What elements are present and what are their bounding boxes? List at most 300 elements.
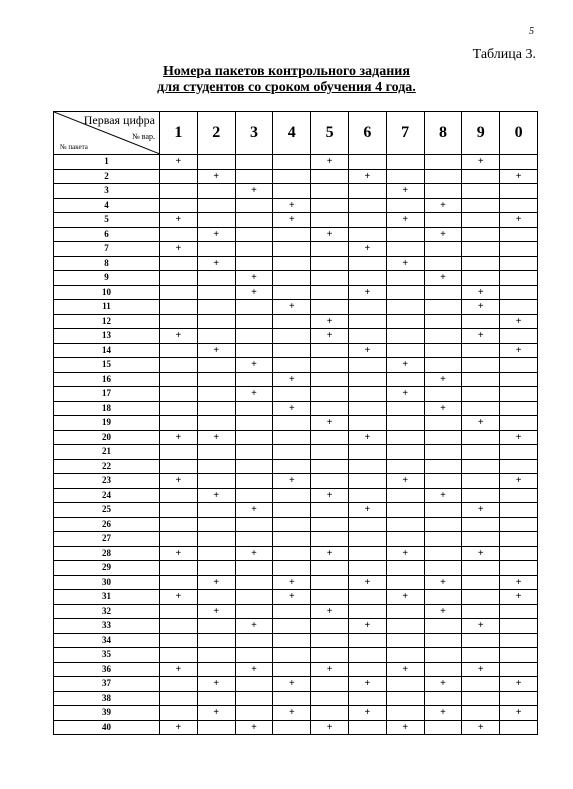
package-number-cell: 18 — [54, 401, 160, 416]
empty-cell — [500, 691, 538, 706]
empty-cell — [160, 604, 198, 619]
empty-cell — [348, 401, 386, 416]
empty-cell — [197, 445, 235, 460]
empty-cell — [273, 459, 311, 474]
package-number-cell: 24 — [54, 488, 160, 503]
empty-cell — [311, 561, 349, 576]
empty-cell — [500, 633, 538, 648]
empty-cell — [197, 590, 235, 605]
empty-cell — [348, 561, 386, 576]
plus-mark-cell: + — [462, 662, 500, 677]
empty-cell — [386, 169, 424, 184]
plus-mark-cell: + — [311, 416, 349, 431]
empty-cell — [462, 242, 500, 257]
empty-cell — [273, 387, 311, 402]
empty-cell — [160, 198, 198, 213]
package-number-cell: 2 — [54, 169, 160, 184]
table-caption: Таблица 3. — [472, 47, 536, 62]
table-row — [54, 155, 538, 170]
plus-mark-cell: + — [462, 285, 500, 300]
plus-mark-cell: + — [386, 387, 424, 402]
package-number-cell: 33 — [54, 619, 160, 634]
empty-cell — [197, 314, 235, 329]
empty-cell — [160, 358, 198, 373]
empty-cell — [273, 430, 311, 445]
plus-mark-cell: + — [500, 169, 538, 184]
table-row — [54, 343, 538, 358]
empty-cell — [348, 184, 386, 199]
table-row — [54, 517, 538, 532]
empty-cell — [500, 561, 538, 576]
empty-cell — [235, 169, 273, 184]
empty-cell — [235, 256, 273, 271]
empty-cell — [386, 706, 424, 721]
empty-cell — [160, 575, 198, 590]
empty-cell — [273, 546, 311, 561]
empty-cell — [197, 546, 235, 561]
empty-cell — [160, 227, 198, 242]
package-number-cell: 20 — [54, 430, 160, 445]
empty-cell — [311, 256, 349, 271]
empty-cell — [348, 691, 386, 706]
empty-cell — [386, 155, 424, 170]
empty-cell — [462, 590, 500, 605]
empty-cell — [462, 430, 500, 445]
empty-cell — [500, 242, 538, 257]
empty-cell — [235, 633, 273, 648]
table-row — [54, 720, 538, 735]
table-row — [54, 575, 538, 590]
plus-mark-cell: + — [311, 604, 349, 619]
empty-cell — [424, 720, 462, 735]
plus-mark-cell: + — [311, 546, 349, 561]
empty-cell — [235, 372, 273, 387]
plus-mark-cell: + — [462, 720, 500, 735]
empty-cell — [273, 561, 311, 576]
plus-mark-cell: + — [386, 590, 424, 605]
empty-cell — [500, 401, 538, 416]
plus-mark-cell: + — [235, 720, 273, 735]
empty-cell — [311, 648, 349, 663]
empty-cell — [160, 648, 198, 663]
empty-cell — [197, 184, 235, 199]
empty-cell — [500, 488, 538, 503]
column-header: 2 — [197, 112, 235, 155]
column-header: 0 — [500, 112, 538, 155]
empty-cell — [160, 691, 198, 706]
empty-cell — [273, 314, 311, 329]
empty-cell — [462, 401, 500, 416]
empty-cell — [273, 285, 311, 300]
empty-cell — [424, 532, 462, 547]
plus-mark-cell: + — [386, 184, 424, 199]
empty-cell — [311, 691, 349, 706]
plus-mark-cell: + — [462, 416, 500, 431]
table-row — [54, 648, 538, 663]
empty-cell — [273, 227, 311, 242]
package-number-cell: 30 — [54, 575, 160, 590]
empty-cell — [386, 677, 424, 692]
empty-cell — [160, 488, 198, 503]
plus-mark-cell: + — [462, 155, 500, 170]
plus-mark-cell: + — [348, 285, 386, 300]
package-label: № пакета — [60, 143, 88, 151]
empty-cell — [348, 474, 386, 489]
empty-cell — [424, 662, 462, 677]
empty-cell — [160, 459, 198, 474]
plus-mark-cell: + — [197, 604, 235, 619]
empty-cell — [311, 358, 349, 373]
empty-cell — [462, 198, 500, 213]
package-number-cell: 14 — [54, 343, 160, 358]
empty-cell — [273, 619, 311, 634]
plus-mark-cell: + — [500, 213, 538, 228]
table-row — [54, 430, 538, 445]
empty-cell — [500, 517, 538, 532]
empty-cell — [160, 401, 198, 416]
table-row — [54, 227, 538, 242]
empty-cell — [235, 677, 273, 692]
empty-cell — [462, 575, 500, 590]
package-number-cell: 36 — [54, 662, 160, 677]
empty-cell — [500, 372, 538, 387]
package-number-cell: 12 — [54, 314, 160, 329]
plus-mark-cell: + — [197, 169, 235, 184]
plus-mark-cell: + — [424, 372, 462, 387]
empty-cell — [386, 532, 424, 547]
empty-cell — [273, 358, 311, 373]
empty-cell — [197, 271, 235, 286]
empty-cell — [160, 416, 198, 431]
empty-cell — [462, 169, 500, 184]
empty-cell — [424, 691, 462, 706]
empty-cell — [160, 517, 198, 532]
empty-cell — [160, 184, 198, 199]
empty-cell — [235, 474, 273, 489]
empty-cell — [424, 300, 462, 315]
table-row — [54, 604, 538, 619]
empty-cell — [311, 590, 349, 605]
empty-cell — [500, 416, 538, 431]
plus-mark-cell: + — [424, 575, 462, 590]
plus-mark-cell: + — [311, 662, 349, 677]
plus-mark-cell: + — [273, 372, 311, 387]
plus-mark-cell: + — [197, 227, 235, 242]
empty-cell — [386, 314, 424, 329]
empty-cell — [424, 517, 462, 532]
empty-cell — [197, 155, 235, 170]
empty-cell — [311, 343, 349, 358]
plus-mark-cell: + — [500, 343, 538, 358]
plus-mark-cell: + — [348, 619, 386, 634]
empty-cell — [235, 575, 273, 590]
package-number-cell: 17 — [54, 387, 160, 402]
plus-mark-cell: + — [424, 401, 462, 416]
empty-cell — [197, 372, 235, 387]
plus-mark-cell: + — [235, 358, 273, 373]
empty-cell — [500, 546, 538, 561]
empty-cell — [348, 329, 386, 344]
empty-cell — [386, 459, 424, 474]
empty-cell — [500, 285, 538, 300]
empty-cell — [160, 300, 198, 315]
empty-cell — [500, 358, 538, 373]
empty-cell — [500, 271, 538, 286]
empty-cell — [197, 358, 235, 373]
variant-label: № вар. — [132, 132, 155, 141]
plus-mark-cell: + — [424, 198, 462, 213]
package-number-cell: 22 — [54, 459, 160, 474]
empty-cell — [424, 430, 462, 445]
empty-cell — [386, 329, 424, 344]
empty-cell — [386, 561, 424, 576]
table-row — [54, 691, 538, 706]
plus-mark-cell: + — [348, 343, 386, 358]
plus-mark-cell: + — [160, 430, 198, 445]
column-header: 7 — [386, 112, 424, 155]
title-line-1: Номера пакетов контрольного задания — [163, 64, 410, 79]
plus-mark-cell: + — [386, 474, 424, 489]
empty-cell — [500, 648, 538, 663]
plus-mark-cell: + — [500, 474, 538, 489]
empty-cell — [235, 691, 273, 706]
empty-cell — [273, 242, 311, 257]
empty-cell — [462, 184, 500, 199]
empty-cell — [311, 532, 349, 547]
empty-cell — [348, 300, 386, 315]
empty-cell — [348, 271, 386, 286]
empty-cell — [500, 256, 538, 271]
package-number-cell: 32 — [54, 604, 160, 619]
table-row — [54, 169, 538, 184]
package-number-cell: 8 — [54, 256, 160, 271]
package-number-cell: 29 — [54, 561, 160, 576]
plus-mark-cell: + — [160, 546, 198, 561]
plus-mark-cell: + — [197, 677, 235, 692]
plus-mark-cell: + — [160, 329, 198, 344]
plus-mark-cell: + — [235, 285, 273, 300]
table-row — [54, 445, 538, 460]
package-number-cell: 25 — [54, 503, 160, 518]
empty-cell — [160, 169, 198, 184]
table-row — [54, 662, 538, 677]
empty-cell — [462, 256, 500, 271]
empty-cell — [500, 604, 538, 619]
table-row — [54, 198, 538, 213]
empty-cell — [386, 575, 424, 590]
plus-mark-cell: + — [273, 213, 311, 228]
empty-cell — [197, 401, 235, 416]
empty-cell — [348, 662, 386, 677]
table-row — [54, 329, 538, 344]
table-row — [54, 546, 538, 561]
package-number-cell: 37 — [54, 677, 160, 692]
empty-cell — [160, 285, 198, 300]
table-row — [54, 401, 538, 416]
empty-cell — [160, 343, 198, 358]
empty-cell — [311, 300, 349, 315]
plus-mark-cell: + — [273, 198, 311, 213]
empty-cell — [197, 633, 235, 648]
package-number-cell: 23 — [54, 474, 160, 489]
plus-mark-cell: + — [235, 619, 273, 634]
empty-cell — [235, 329, 273, 344]
empty-cell — [348, 155, 386, 170]
plus-mark-cell: + — [235, 387, 273, 402]
table-row — [54, 561, 538, 576]
empty-cell — [462, 706, 500, 721]
package-number-cell: 4 — [54, 198, 160, 213]
column-header: 8 — [424, 112, 462, 155]
empty-cell — [311, 198, 349, 213]
plus-mark-cell: + — [348, 169, 386, 184]
empty-cell — [348, 517, 386, 532]
empty-cell — [235, 213, 273, 228]
empty-cell — [386, 285, 424, 300]
package-number-cell: 11 — [54, 300, 160, 315]
plus-mark-cell: + — [235, 503, 273, 518]
empty-cell — [311, 372, 349, 387]
empty-cell — [348, 416, 386, 431]
empty-cell — [273, 633, 311, 648]
empty-cell — [273, 503, 311, 518]
page-number: 5 — [529, 26, 534, 37]
plus-mark-cell: + — [311, 329, 349, 344]
column-header: 1 — [160, 112, 198, 155]
empty-cell — [500, 445, 538, 460]
package-number-cell: 3 — [54, 184, 160, 199]
plus-mark-cell: + — [500, 430, 538, 445]
empty-cell — [348, 604, 386, 619]
plus-mark-cell: + — [386, 662, 424, 677]
empty-cell — [311, 169, 349, 184]
empty-cell — [386, 242, 424, 257]
table-row — [54, 590, 538, 605]
empty-cell — [462, 677, 500, 692]
empty-cell — [500, 227, 538, 242]
empty-cell — [386, 503, 424, 518]
empty-cell — [500, 503, 538, 518]
plus-mark-cell: + — [386, 358, 424, 373]
table-row — [54, 619, 538, 634]
empty-cell — [160, 619, 198, 634]
plus-mark-cell: + — [273, 575, 311, 590]
package-number-cell: 16 — [54, 372, 160, 387]
plus-mark-cell: + — [386, 546, 424, 561]
table-row — [54, 474, 538, 489]
table-row — [54, 488, 538, 503]
table-row — [54, 184, 538, 199]
package-number-cell: 39 — [54, 706, 160, 721]
plus-mark-cell: + — [197, 343, 235, 358]
empty-cell — [348, 720, 386, 735]
empty-cell — [386, 488, 424, 503]
document-title — [0, 64, 573, 96]
empty-cell — [235, 604, 273, 619]
empty-cell — [348, 459, 386, 474]
packages-table — [53, 111, 538, 735]
empty-cell — [348, 488, 386, 503]
plus-mark-cell: + — [348, 677, 386, 692]
plus-mark-cell: + — [197, 488, 235, 503]
empty-cell — [462, 648, 500, 663]
empty-cell — [273, 329, 311, 344]
empty-cell — [348, 358, 386, 373]
empty-cell — [311, 619, 349, 634]
empty-cell — [348, 590, 386, 605]
empty-cell — [235, 227, 273, 242]
empty-cell — [462, 314, 500, 329]
empty-cell — [348, 227, 386, 242]
package-number-cell: 34 — [54, 633, 160, 648]
empty-cell — [462, 691, 500, 706]
empty-cell — [424, 242, 462, 257]
empty-cell — [160, 271, 198, 286]
empty-cell — [500, 662, 538, 677]
empty-cell — [500, 459, 538, 474]
empty-cell — [311, 445, 349, 460]
empty-cell — [235, 242, 273, 257]
package-number-cell: 9 — [54, 271, 160, 286]
plus-mark-cell: + — [235, 546, 273, 561]
empty-cell — [235, 300, 273, 315]
empty-cell — [235, 488, 273, 503]
empty-cell — [273, 488, 311, 503]
plus-mark-cell: + — [160, 474, 198, 489]
plus-mark-cell: + — [348, 706, 386, 721]
empty-cell — [424, 445, 462, 460]
empty-cell — [348, 445, 386, 460]
empty-cell — [273, 155, 311, 170]
empty-cell — [235, 343, 273, 358]
empty-cell — [500, 532, 538, 547]
plus-mark-cell: + — [197, 706, 235, 721]
empty-cell — [386, 300, 424, 315]
empty-cell — [235, 517, 273, 532]
empty-cell — [311, 430, 349, 445]
empty-cell — [424, 633, 462, 648]
plus-mark-cell: + — [273, 590, 311, 605]
package-number-cell: 31 — [54, 590, 160, 605]
empty-cell — [386, 633, 424, 648]
empty-cell — [311, 271, 349, 286]
empty-cell — [197, 720, 235, 735]
package-number-cell: 6 — [54, 227, 160, 242]
table-row — [54, 256, 538, 271]
plus-mark-cell: + — [500, 677, 538, 692]
empty-cell — [462, 474, 500, 489]
empty-cell — [462, 343, 500, 358]
plus-mark-cell: + — [348, 503, 386, 518]
plus-mark-cell: + — [160, 662, 198, 677]
plus-mark-cell: + — [273, 706, 311, 721]
package-number-cell: 1 — [54, 155, 160, 170]
empty-cell — [424, 590, 462, 605]
empty-cell — [160, 561, 198, 576]
title-line-2: для студентов со сроком обучения 4 года. — [157, 80, 416, 95]
empty-cell — [424, 561, 462, 576]
empty-cell — [160, 445, 198, 460]
empty-cell — [235, 590, 273, 605]
empty-cell — [160, 532, 198, 547]
empty-cell — [500, 720, 538, 735]
empty-cell — [311, 633, 349, 648]
empty-cell — [424, 155, 462, 170]
empty-cell — [197, 285, 235, 300]
empty-cell — [424, 459, 462, 474]
column-header: 5 — [311, 112, 349, 155]
plus-mark-cell: + — [311, 155, 349, 170]
